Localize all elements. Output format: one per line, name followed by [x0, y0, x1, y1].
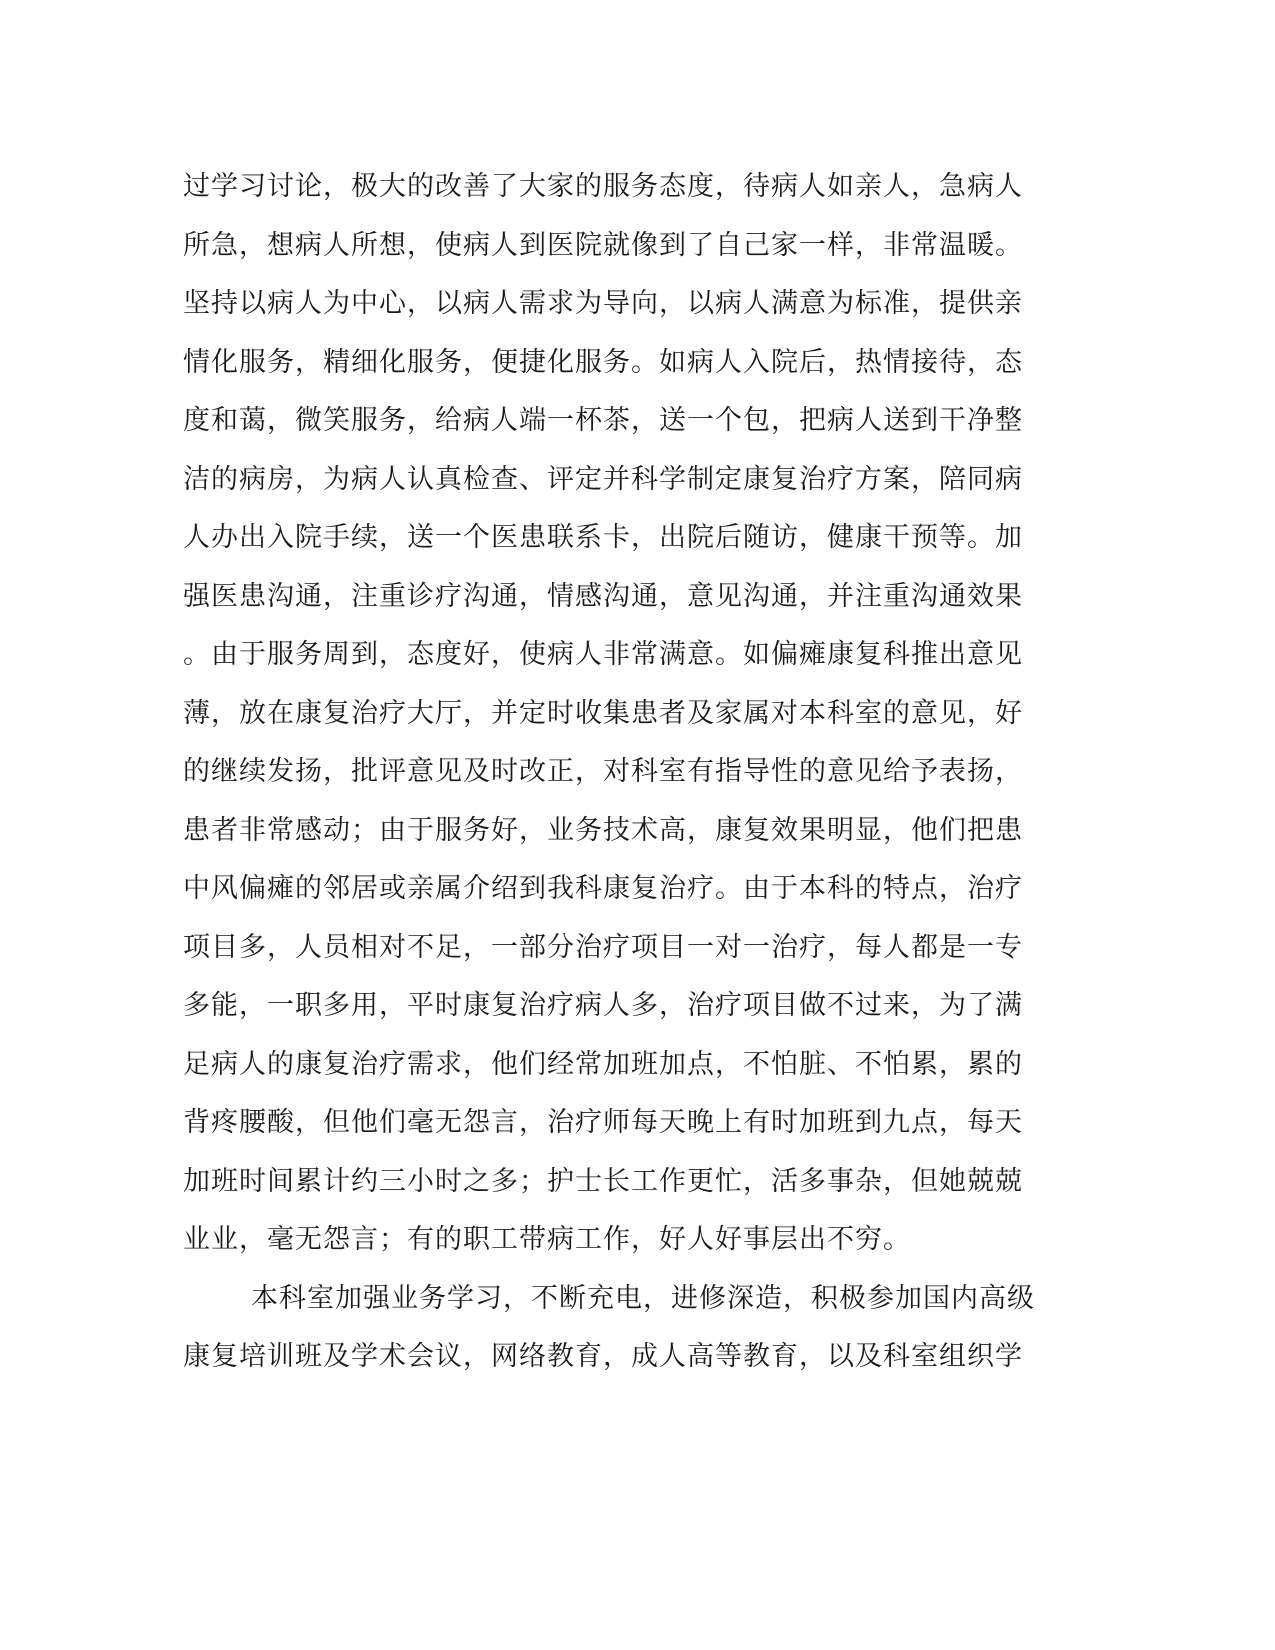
text-line: 过学习讨论，极大的改善了大家的服务态度，待病人如亲人，急病人: [183, 171, 1023, 202]
text-line: 情化服务，精细化服务，便捷化服务。如病人入院后，热情接待，态: [183, 346, 1023, 378]
text-line: 坚持以病人为中心，以病人需求为导向，以病人满意为标准，提供亲: [183, 288, 1023, 319]
text-line: 足病人的康复治疗需求，他们经常加班加点，不怕脏、不怕累，累的: [183, 1048, 1023, 1080]
text-line: 薄，放在康复治疗大厅，并定时收集患者及家属对本科室的意见，好: [183, 697, 1023, 729]
body-text: [183, 158, 1043, 1387]
text-line: 人办出入院手续，送一个医患联系卡，出院后随访，健康干预等。加: [183, 522, 1023, 553]
paragraph-first-line: 本科室加强业务学习，不断充电，进修深造，积极参加国内高级: [251, 1282, 1035, 1314]
text-line: 康复培训班及学术会议，网络教育，成人高等教育，以及科室组织学: [183, 1341, 1023, 1372]
text-line: 中风偏瘫的邻居或亲属介绍到我科康复治疗。由于本科的特点，治疗: [183, 873, 1023, 904]
text-line: 业业，毫无怨言；有的职工带病工作，好人好事层出不穷。: [183, 1224, 911, 1255]
text-line: 患者非常感动；由于服务好，业务技术高，康复效果明显，他们把患: [183, 814, 1023, 846]
text-line: 项目多，人员相对不足，一部分治疗项目一对一治疗，每人都是一专: [183, 931, 1023, 963]
text-line: 所急，想病人所想，使病人到医院就像到了自己家一样，非常温暖。: [183, 229, 1023, 261]
text-line: 强医患沟通，注重诊疗沟通，情感沟通，意见沟通，并注重沟通效果: [183, 580, 1023, 612]
text-line: 度和蔼，微笑服务，给病人端一杯茶，送一个包，把病人送到干净整: [183, 405, 1023, 436]
text-line: 洁的病房，为病人认真检查、评定并科学制定康复治疗方案，陪同病: [183, 463, 1023, 495]
text-line: 的继续发扬，批评意见及时改正，对科室有指导性的意见给予表扬，: [183, 756, 1023, 787]
text-line: 。由于服务周到，态度好，使病人非常满意。如偏瘫康复科推出意见: [183, 639, 1023, 670]
text-line: 多能，一职多用，平时康复治疗病人多，治疗项目做不过来，为了满: [183, 990, 1023, 1021]
text-line: 加班时间累计约三小时之多；护士长工作更忙，活多事杂，但她兢兢: [183, 1165, 1023, 1197]
text-line: 背疼腰酸，但他们毫无怨言，治疗师每天晚上有时加班到九点，每天: [183, 1107, 1023, 1138]
